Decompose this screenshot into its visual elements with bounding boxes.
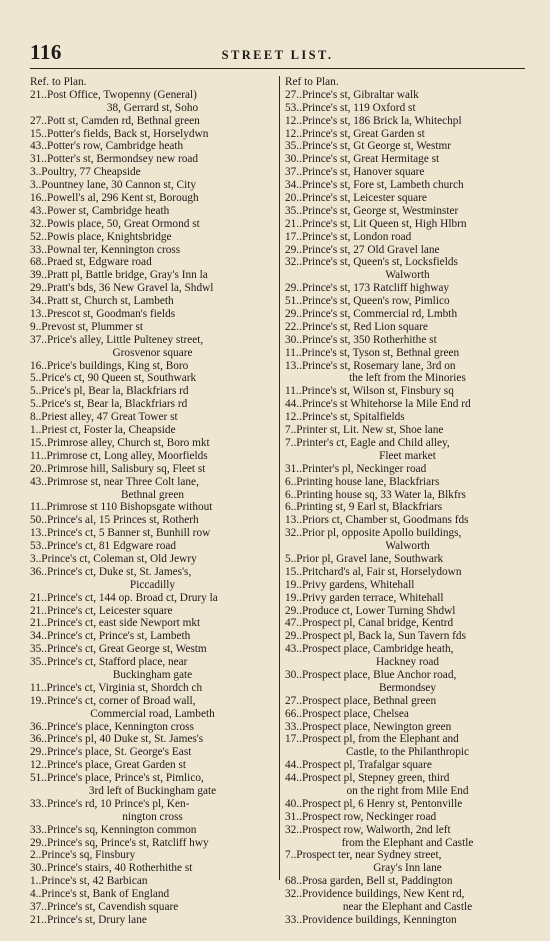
entry-text: 30..Prince's stairs, 40 Rotherhithe st [30, 862, 193, 875]
entry-text: 5..Prior pl, Gravel lane, Southwark [285, 552, 444, 565]
right-column [285, 76, 530, 927]
entry-text: 9..Prevost st, Plummer st [30, 320, 143, 333]
street-entry [30, 179, 275, 192]
entry-continuation: Piccadilly [129, 578, 176, 591]
entry-text: 27..Prospect place, Bethnal green [285, 694, 437, 707]
street-entry [285, 218, 530, 231]
entry-text: 19..Privy gardens, Whitehall [285, 578, 415, 591]
street-entry [285, 334, 530, 347]
entry-text: 17..Prospect pl, from the Elephant and [285, 733, 459, 746]
entry-text: 53..Prince's ct, 81 Edgware road [30, 540, 177, 553]
entry-text: 29..Prince's st, 173 Ratcliff highway [285, 282, 450, 295]
street-entry [285, 463, 530, 476]
entry-text: 29..Prince's place, St. George's East [30, 746, 192, 759]
entry-text: 19..Privy garden terrace, Whitehall [285, 591, 444, 604]
entry-text: 11..Primrose ct, Long alley, Moorfields [30, 449, 208, 462]
entry-text: 20..Primrose hill, Salisbury sq, Fleet st [30, 462, 206, 475]
entry-text: 7..Printer st, Lit. New st, Shoe lane [285, 424, 444, 437]
entry-list [285, 89, 530, 927]
street-entry [285, 489, 530, 502]
street-entry [30, 269, 275, 282]
entry-text: 35..Prince's ct, Great George st, Westm [30, 643, 207, 656]
street-entry [285, 128, 530, 141]
street-entry [285, 875, 530, 888]
street-entry [30, 630, 275, 643]
entry-text: 6..Printing house lane, Blackfriars [285, 475, 440, 488]
entry-text: 68..Prosa garden, Bell st, Paddington [285, 875, 453, 888]
entry-text: 35..Prince's st, George st, Westminster [285, 204, 459, 217]
entry-text: 43..Power st, Cambridge heath [30, 204, 170, 217]
entry-text: 51..Prince's st, Queen's row, Pimlico [285, 295, 450, 308]
street-entry [30, 476, 275, 502]
street-entry [285, 411, 530, 424]
entry-continuation: Bethnal green [120, 488, 185, 501]
entry-text: 44..Prospect pl, Stepney green, third [285, 772, 450, 785]
entry-text: 37..Prince's st, Cavendish square [30, 901, 179, 913]
street-entry [285, 102, 530, 115]
entry-text: 13..Prescot st, Goodman's fields [30, 308, 176, 321]
entry-continuation: Hackney road [375, 656, 440, 669]
street-entry [30, 798, 275, 824]
entry-continuation: Gray's Inn lane [373, 862, 442, 875]
entry-text: 22..Prince's st, Red Lion square [285, 320, 428, 333]
entry-text: 47..Prospect pl, Canal bridge, Kentrd [285, 617, 454, 630]
entry-text: 50..Prince's al, 15 Princes st, Rotherh [30, 514, 199, 527]
street-entry [30, 437, 275, 450]
street-entry [285, 811, 530, 824]
street-entry [285, 244, 530, 257]
entry-text: 20..Prince's st, Leicester square [285, 192, 427, 205]
street-entry [30, 888, 275, 901]
street-entry [30, 605, 275, 618]
entry-text: 31..Prospect row, Neckinger road [285, 810, 437, 823]
street-entry [285, 256, 530, 282]
entry-continuation: near the Elephant and Castle [342, 901, 473, 913]
street-entry [30, 914, 275, 927]
entry-text: 21..Prince's ct, 144 op. Broad ct, Drury la [30, 591, 218, 604]
entry-text: 35..Prince's ct, Stafford place, near [30, 656, 188, 669]
entry-text: 7..Prospect ter, near Sydney street, [285, 849, 442, 862]
street-entry [30, 256, 275, 269]
entry-continuation: from the Elephant and Castle [341, 836, 474, 849]
entry-text: 36..Prince's pl, 40 Duke st, St. James's [30, 733, 204, 746]
entry-list [30, 89, 275, 927]
street-entry [285, 669, 530, 695]
street-entry [285, 553, 530, 566]
street-entry [285, 721, 530, 734]
entry-text: 12..Prince's st, Great Garden st [285, 127, 425, 140]
street-entry [30, 643, 275, 656]
street-entry [30, 862, 275, 875]
street-entry [285, 605, 530, 618]
street-entry [285, 166, 530, 179]
entry-text: 53..Prince's st, 119 Oxford st [285, 101, 416, 114]
entry-text: 16..Powell's al, 296 Kent st, Borough [30, 192, 199, 205]
entry-text: 43..Potter's row, Cambridge heath [30, 140, 184, 153]
entry-continuation: Buckingham gate [112, 668, 193, 681]
entry-text: 34..Prince's st, Fore st, Lambeth church [285, 179, 464, 192]
entry-text: 39..Pratt pl, Battle bridge, Gray's Inn la [30, 269, 208, 282]
street-entry [30, 733, 275, 746]
header-rule [30, 68, 525, 69]
entry-continuation: Bermondsey [378, 681, 437, 694]
street-entry [30, 89, 275, 115]
entry-text: 43..Prospect place, Cambridge heath, [285, 643, 454, 656]
entry-text: 32..Prince's st, Queen's st, Locksfields [285, 256, 458, 269]
street-entry [30, 166, 275, 179]
entry-text: 19..Prince's ct, corner of Broad wall, [30, 694, 196, 707]
entry-text: 43..Primrose st, near Three Colt lane, [30, 475, 199, 488]
entry-text: 12..Prince's st, Spitalfields [285, 411, 405, 424]
street-entry [30, 501, 275, 514]
entry-text: 1..Prince's st, 42 Barbican [30, 875, 148, 888]
entry-text: 29..Prince's st, 27 Old Gravel lane [285, 243, 440, 256]
entry-text: 29..Prince's sq, Prince's st, Ratcliff hwy [30, 836, 209, 849]
entry-text: 44..Prince's st Whitehorse la Mile End rd [285, 398, 471, 411]
column-divider [279, 76, 280, 880]
entry-text: 4..Prince's st, Bank of England [30, 888, 170, 901]
entry-text: 34..Prince's ct, Prince's st, Lambeth [30, 630, 191, 643]
entry-continuation: Walworth [385, 540, 430, 553]
entry-text: 27..Prince's st, Gibraltar walk [285, 88, 419, 101]
entry-text: 3..Prince's ct, Coleman st, Old Jewry [30, 552, 197, 565]
street-entry [285, 153, 530, 166]
entry-continuation: Fleet market [379, 449, 436, 462]
street-entry [285, 888, 530, 914]
entry-text: 31..Printer's pl, Neckinger road [285, 462, 427, 475]
entry-continuation: Grosvenor square [112, 346, 193, 359]
street-entry [30, 192, 275, 205]
street-entry [285, 514, 530, 527]
entry-text: 30..Prince's st, 350 Rotherhithe st [285, 333, 437, 346]
entry-text: 13..Prince's st, Rosemary lane, 3rd on [285, 359, 456, 372]
entry-text: 33..Prince's sq, Kennington common [30, 823, 197, 836]
entry-text: 33..Pownal ter, Kennington cross [30, 243, 181, 256]
street-entry [285, 308, 530, 321]
street-entry [285, 179, 530, 192]
street-entry [285, 579, 530, 592]
entry-text: 17..Prince's st, London road [285, 230, 412, 243]
street-entry [30, 656, 275, 682]
street-entry [285, 321, 530, 334]
entry-text: 15..Primrose alley, Church st, Boro mkt [30, 436, 210, 449]
entry-text: 2..Prince's sq, Finsbury [30, 849, 136, 862]
street-entry [285, 708, 530, 721]
entry-text: 37..Prince's st, Hanover square [285, 166, 425, 179]
entry-text: 36..Prince's ct, Duke st, St. James's, [30, 565, 192, 578]
entry-text: 1..Priest ct, Foster la, Cheapside [30, 424, 176, 437]
entry-text: 32..Prior pl, opposite Apollo buildings, [285, 527, 462, 540]
street-entry [30, 295, 275, 308]
street-entry [285, 824, 530, 850]
entry-text: 37..Price's alley, Little Pulteney street, [30, 333, 204, 346]
street-entry [30, 398, 275, 411]
entry-text: 7..Printer's ct, Eagle and Child alley, [285, 436, 450, 449]
entry-text: 13..Prince's ct, 5 Banner st, Bunhill row [30, 527, 211, 540]
street-entry [30, 837, 275, 850]
entry-text: 8..Priest alley, 47 Great Tower st [30, 411, 178, 424]
entry-text: 11..Primrose st 110 Bishopsgate without [30, 501, 213, 514]
street-entry [285, 617, 530, 630]
entry-text: 29..Prospect pl, Back la, Sun Tavern fds [285, 630, 466, 643]
street-entry [285, 424, 530, 437]
entry-text: 66..Prospect place, Chelsea [285, 707, 409, 720]
entry-text: 40..Prospect pl, 6 Henry st, Pentonville [285, 797, 463, 810]
street-entry [30, 849, 275, 862]
street-entry [30, 540, 275, 553]
street-entry [30, 875, 275, 888]
entry-text: 13..Priors ct, Chamber st, Goodmans fds [285, 514, 469, 527]
entry-continuation: Commercial road, Lambeth [90, 707, 215, 720]
street-entry [30, 372, 275, 385]
entry-text: 6..Printing st, 9 Earl st, Blackfriars [285, 501, 443, 514]
street-entry [30, 566, 275, 592]
entry-text: 3..Pountney lane, 30 Cannon st, City [30, 179, 196, 192]
street-entry [30, 901, 275, 914]
street-entry [30, 115, 275, 128]
entry-text: 32..Providence buildings, New Kent rd, [285, 888, 465, 901]
entry-continuation: Castle, to the Philanthropic [346, 746, 469, 759]
street-entry [285, 360, 530, 386]
street-entry [30, 128, 275, 141]
entry-text: 31..Potter's st, Bermondsey new road [30, 153, 199, 166]
entry-text: 12..Prince's st, 186 Brick la, Whitechpl [285, 114, 462, 127]
entry-text: 3..Poultry, 77 Cheapside [30, 166, 141, 179]
street-entry [285, 140, 530, 153]
street-entry [30, 695, 275, 721]
entry-text: 35..Prince's st, Gt George st, Westmr [285, 140, 452, 153]
street-entry [30, 140, 275, 153]
entry-text: 27..Pott st, Camden rd, Bethnal green [30, 114, 200, 127]
street-entry [285, 231, 530, 244]
street-entry [30, 411, 275, 424]
entry-continuation: on the right from Mile End [346, 784, 469, 797]
street-entry [285, 566, 530, 579]
left-column [30, 76, 275, 927]
entry-text: 11..Prince's ct, Virginia st, Shordch ch [30, 681, 203, 694]
entry-text: 33..Prospect place, Newington green [285, 720, 452, 733]
entry-text: 6..Printing house sq, 33 Water la, Blkfrs [285, 488, 466, 501]
entry-text: 16..Price's buildings, King st, Boro [30, 359, 189, 372]
street-entry [30, 824, 275, 837]
entry-text: 12..Prince's place, Great Garden st [30, 759, 187, 772]
street-entry [285, 385, 530, 398]
running-title: STREET LIST. [221, 48, 334, 62]
street-entry [285, 192, 530, 205]
street-entry [30, 244, 275, 257]
entry-text: 33..Providence buildings, Kennington [285, 913, 457, 926]
street-entry [285, 592, 530, 605]
page-header [30, 40, 525, 68]
entry-text: 29..Produce ct, Lower Turning Shdwl [285, 604, 456, 617]
entry-text: 11..Prince's st, Wilson st, Finsbury sq [285, 385, 454, 398]
street-entry [30, 759, 275, 772]
entry-continuation: 3rd left of Buckingham gate [88, 784, 217, 797]
entry-continuation: nington cross [122, 810, 183, 823]
entry-text: 11..Prince's st, Tyson st, Bethnal green [285, 346, 460, 359]
street-entry [285, 733, 530, 759]
street-entry [30, 617, 275, 630]
street-entry [285, 527, 530, 553]
entry-text: 30..Prince's st, Great Hermitage st [285, 153, 440, 166]
entry-text: 44..Prospect pl, Trafalgar square [285, 759, 432, 772]
street-entry [30, 334, 275, 360]
street-entry [285, 695, 530, 708]
street-entry [285, 115, 530, 128]
entry-text: 52..Powis place, Knightsbridge [30, 230, 172, 243]
street-entry [30, 682, 275, 695]
street-entry [285, 347, 530, 360]
street-entry [285, 398, 530, 411]
entry-text: 15..Potter's fields, Back st, Horselydwn [30, 127, 209, 140]
street-entry [30, 424, 275, 437]
street-entry [30, 205, 275, 218]
street-entry [30, 231, 275, 244]
entry-text: 51..Prince's place, Prince's st, Pimlico, [30, 772, 204, 785]
street-entry [30, 514, 275, 527]
entry-text: 21..Prince's ct, east side Newport mkt [30, 617, 201, 630]
street-entry [30, 282, 275, 295]
entry-text: 68..Praed st, Edgware road [30, 256, 152, 269]
entry-text: 36..Prince's place, Kennington cross [30, 720, 194, 733]
street-entry [285, 630, 530, 643]
street-entry [285, 759, 530, 772]
street-entry [30, 721, 275, 734]
entry-text: 29..Prince's st, Commercial rd, Lmbth [285, 308, 458, 321]
entry-text: 21..Prince's ct, Leicester square [30, 604, 173, 617]
entry-text: 34..Pratt st, Church st, Lambeth [30, 295, 174, 308]
street-entry [285, 643, 530, 669]
street-entry [30, 463, 275, 476]
entry-continuation: Walworth [385, 269, 430, 282]
entry-text: 5..Price's st, Bear la, Blackfriars rd [30, 398, 188, 411]
entry-text: 5..Price's pl, Bear la, Blackfriars rd [30, 385, 189, 398]
street-entry [285, 798, 530, 811]
page-number: 116 [30, 40, 62, 64]
street-entry [30, 308, 275, 321]
street-entry [285, 501, 530, 514]
entry-text: 5..Price's ct, 90 Queen st, Southwark [30, 372, 197, 385]
column-heading: Ref to Plan. [285, 76, 339, 88]
street-entry [30, 553, 275, 566]
entry-text: 30..Prospect place, Blue Anchor road, [285, 668, 457, 681]
street-entry [285, 282, 530, 295]
street-entry [285, 295, 530, 308]
street-entry [285, 476, 530, 489]
street-entry [285, 772, 530, 798]
entry-text: 21..Post Office, Twopenny (General) [30, 88, 197, 101]
street-entry [30, 321, 275, 334]
entry-continuation: 38, Gerrard st, Soho [106, 101, 199, 114]
street-entry [30, 218, 275, 231]
street-entry [285, 849, 530, 875]
street-entry [30, 450, 275, 463]
street-entry [30, 592, 275, 605]
street-entry [285, 914, 530, 927]
street-entry [30, 772, 275, 798]
entry-text: 33..Prince's rd, 10 Prince's pl, Ken- [30, 797, 190, 810]
street-entry [285, 89, 530, 102]
street-entry [285, 437, 530, 463]
entry-text: 32..Prospect row, Walworth, 2nd left [285, 823, 451, 836]
street-entry [30, 360, 275, 373]
column-heading: Ref. to Plan. [30, 76, 87, 88]
entry-text: 21..Prince's st, Drury lane [30, 913, 147, 926]
entry-continuation: the left from the Minories [349, 372, 466, 385]
street-entry [30, 153, 275, 166]
street-entry [30, 527, 275, 540]
street-entry [30, 746, 275, 759]
entry-text: 32..Powis place, 50, Great Ormond st [30, 217, 200, 230]
street-entry [285, 205, 530, 218]
street-entry [30, 385, 275, 398]
entry-text: 15..Pritchard's al, Fair st, Horselydown [285, 565, 462, 578]
entry-text: 29..Pratt's bds, 36 New Gravel la, Shdwl [30, 282, 214, 295]
entry-text: 21..Prince's st, Lit Queen st, High Hlbrn [285, 217, 467, 230]
